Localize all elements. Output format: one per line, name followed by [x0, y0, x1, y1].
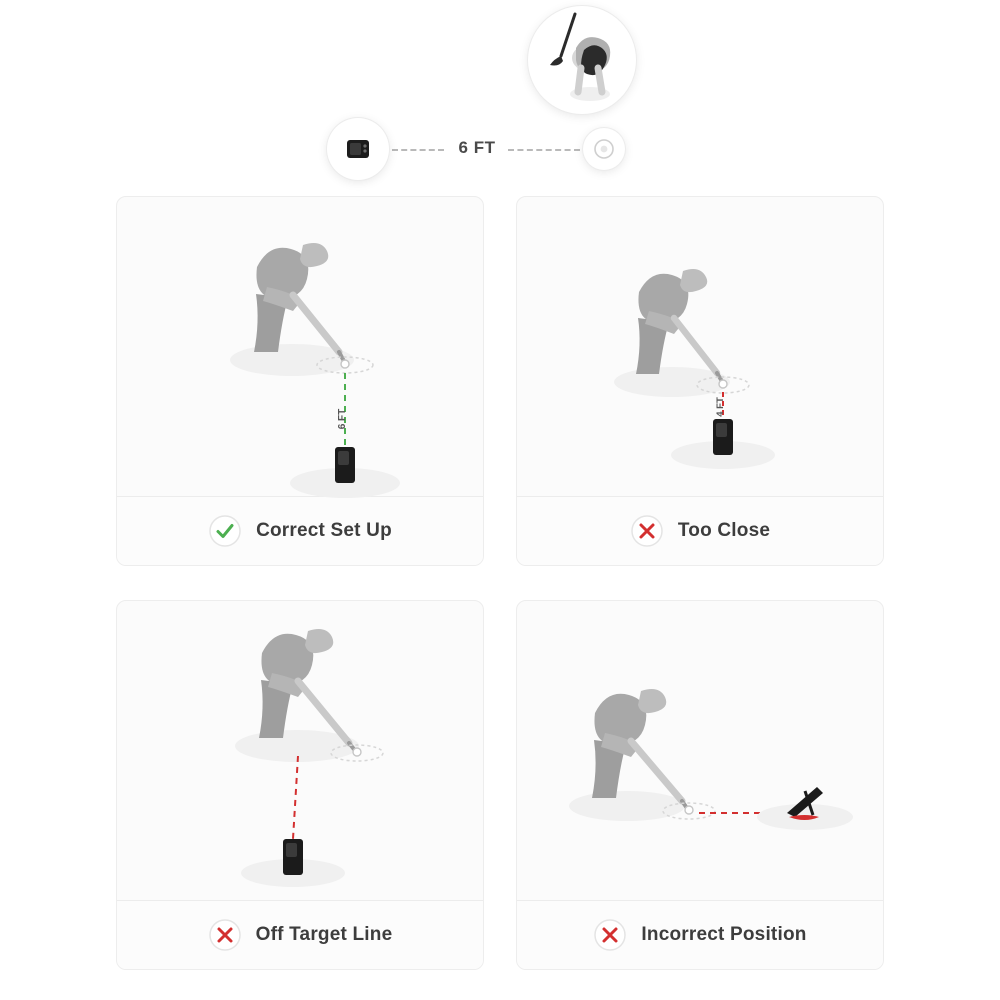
card-illustration	[117, 197, 483, 496]
card-label: Correct Set Up	[256, 520, 392, 541]
svg-text:6 FT: 6 FT	[337, 408, 348, 430]
card-footer	[117, 900, 483, 969]
golfer-address-icon	[528, 6, 636, 114]
card-label: Off Target Line	[255, 924, 393, 945]
distance-line-right	[508, 149, 580, 151]
card-footer	[517, 496, 883, 565]
card-illustration	[517, 197, 883, 496]
golfer-badge	[528, 6, 636, 114]
cross-icon	[593, 918, 627, 952]
distance-line-left	[392, 149, 444, 151]
setup-overview-diagram	[0, 0, 1000, 200]
card-too-close[interactable]	[516, 196, 884, 566]
card-off-target-line[interactable]	[116, 600, 484, 970]
setup-examples-grid	[0, 196, 1000, 970]
check-icon	[208, 514, 242, 548]
card-label: Incorrect Position	[641, 924, 807, 945]
distance-label: 6 FT	[458, 138, 496, 157]
cross-icon	[208, 918, 242, 952]
cross-icon	[630, 514, 664, 548]
correct-setup-illustration	[117, 197, 484, 499]
launch-monitor-icon	[327, 118, 389, 180]
card-illustration	[517, 601, 883, 900]
svg-text:4 FT: 4 FT	[715, 397, 726, 417]
off-target-line-illustration	[117, 601, 484, 903]
card-footer	[117, 496, 483, 565]
golf-ball-icon	[583, 128, 625, 170]
card-label: Too Close	[677, 520, 771, 541]
card-footer	[517, 900, 883, 969]
card-illustration	[117, 601, 483, 900]
card-row-1	[0, 196, 1000, 566]
device-badge	[327, 118, 389, 180]
card-correct-set-up[interactable]	[116, 196, 484, 566]
ball-badge	[583, 128, 625, 170]
card-incorrect-position[interactable]	[516, 600, 884, 970]
card-row-2	[0, 600, 1000, 970]
too-close-illustration	[517, 197, 884, 499]
incorrect-position-illustration	[517, 601, 884, 903]
